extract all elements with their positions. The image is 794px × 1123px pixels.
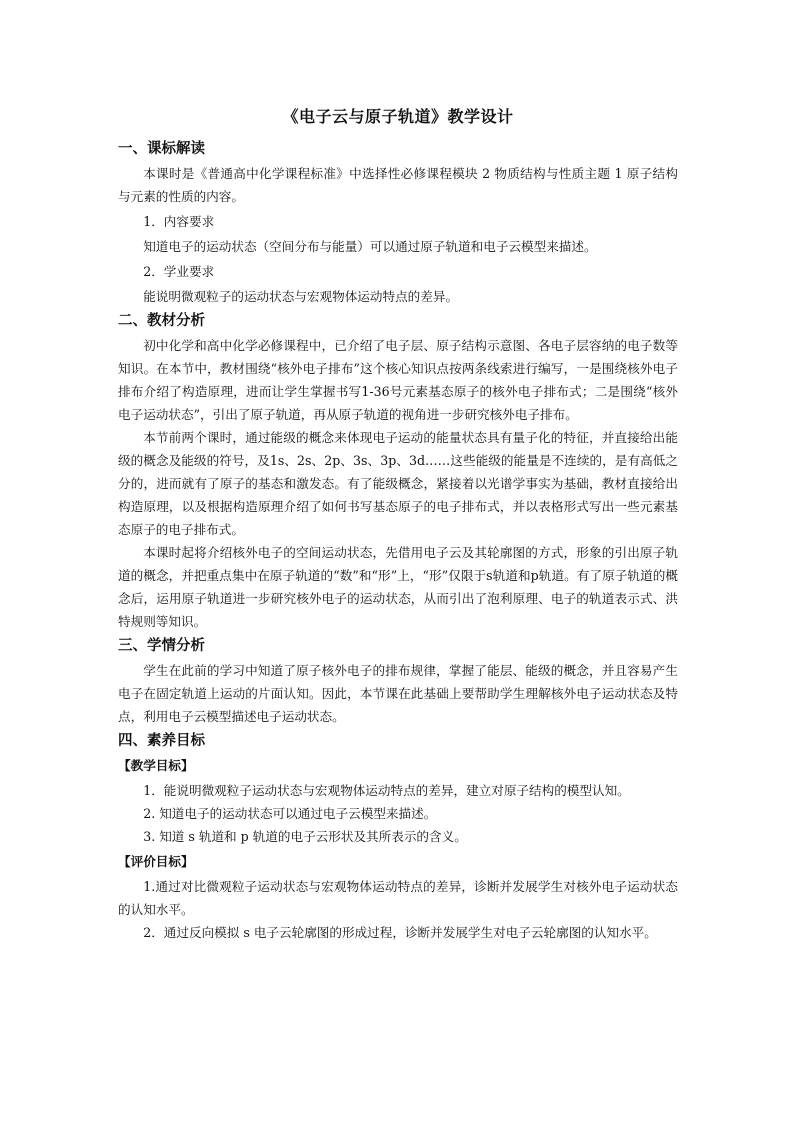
paragraph: 学生在此前的学习中知道了原子核外电子的排布规律，掌握了能层、能级的概念，并且容易产生电子在固定轨道上运动的片面认知。因此，本节课在此基础上要帮助学生理解核外电子运动状态及特点，利用电子云模型描述电子运动状态。: [118, 663, 678, 724]
list-item: 1.通过对比微观粒子运动状态与宏观物体运动特点的差异，诊断并发展学生对核外电子运动状态的认知水平。: [118, 879, 678, 917]
paragraph: 本课时是《普通高中化学课程标准》中选择性必修课程模块 2 物质结构与性质主题 1 原子结构与元素的性质的内容。: [118, 166, 678, 204]
paragraph: 本课时起将介绍核外电子的空间运动状态，先借用电子云及其轮廓图的方式，形象的引出原子轨道的概念，并把重点集中在原子轨道的“数”和“形”上，“形”仅限于s轨道和p轨道。有了原子轨道的概念后，运用原子轨道进一步研究核外电子的运动状态，从而引出了泡利原理、电子的轨道表示式、洪特规则等知识。: [118, 545, 678, 629]
paragraph: 本节前两个课时，通过能级的概念来体现电子运动的能量状态具有量子化的特征，并直接给出能级的概念及能级的符号，及1s、2s、2p、3s、3p、3d……这些能级的能量是不连续的，是有高低之分的，进而就有了原子的基态和激发态。有了能级概念，紧接着以光谱学事实为基础，教材直接给出构造原理，以及根据构造原理介绍了如何书写基态原子的电子排布式，并以表格形式写出一些元素基态原子的电子排布式。: [118, 430, 678, 537]
list-item: 1．能说明微观粒子运动状态与宏观物体运动特点的差异，建立对原子结构的模型认知。: [143, 783, 630, 798]
list-item: 2．通过反向模拟 s 电子云轮廓图的形成过程，诊断并发展学生对电子云轮廓图的认知水平。: [143, 925, 657, 940]
list-item: 2. 知道电子的运动状态可以通过电子云模型来描述。: [143, 806, 437, 821]
document-page: [118, 104, 678, 944]
section-heading-3: 三、学情分析: [118, 637, 205, 654]
evaluation-goals-label: 【评价目标】: [118, 854, 194, 869]
section-heading-2: 二、教材分析: [118, 312, 205, 329]
subheading: 1．内容要求: [143, 214, 215, 229]
section-heading-4: 四、素养目标: [118, 732, 205, 749]
paragraph: 知道电子的运动状态（空间分布与能量）可以通过原子轨道和电子云模型来描述。: [143, 239, 597, 254]
paragraph: 初中化学和高中化学必修课程中，已介绍了电子层、原子结构示意图、各电子层容纳的电子数等知识。在本节中，教材围绕“核外电子排布”这个核心知识点按两条线索进行编写，一是围绕核外电子排布介绍了构造原理，进而让学生掌握书写1-36号元素基态原子的核外电子排布式；二是围绕“核外电子运动状态”，引出了原子轨道，再从原子轨道的视角进一步研究核外电子排布。: [118, 338, 678, 422]
subheading: 2．学业要求: [143, 264, 215, 279]
teaching-goals-label: 【教学目标】: [118, 758, 194, 773]
document-title: 《电子云与原子轨道》教学设计: [282, 107, 514, 126]
section-heading-1: 一、课标解读: [118, 140, 205, 157]
paragraph: 能说明微观粒子的运动状态与宏观物体运动特点的差异。: [143, 289, 459, 304]
list-item: 3. 知道 s 轨道和 p 轨道的电子云形状及其所表示的含义。: [143, 829, 467, 844]
